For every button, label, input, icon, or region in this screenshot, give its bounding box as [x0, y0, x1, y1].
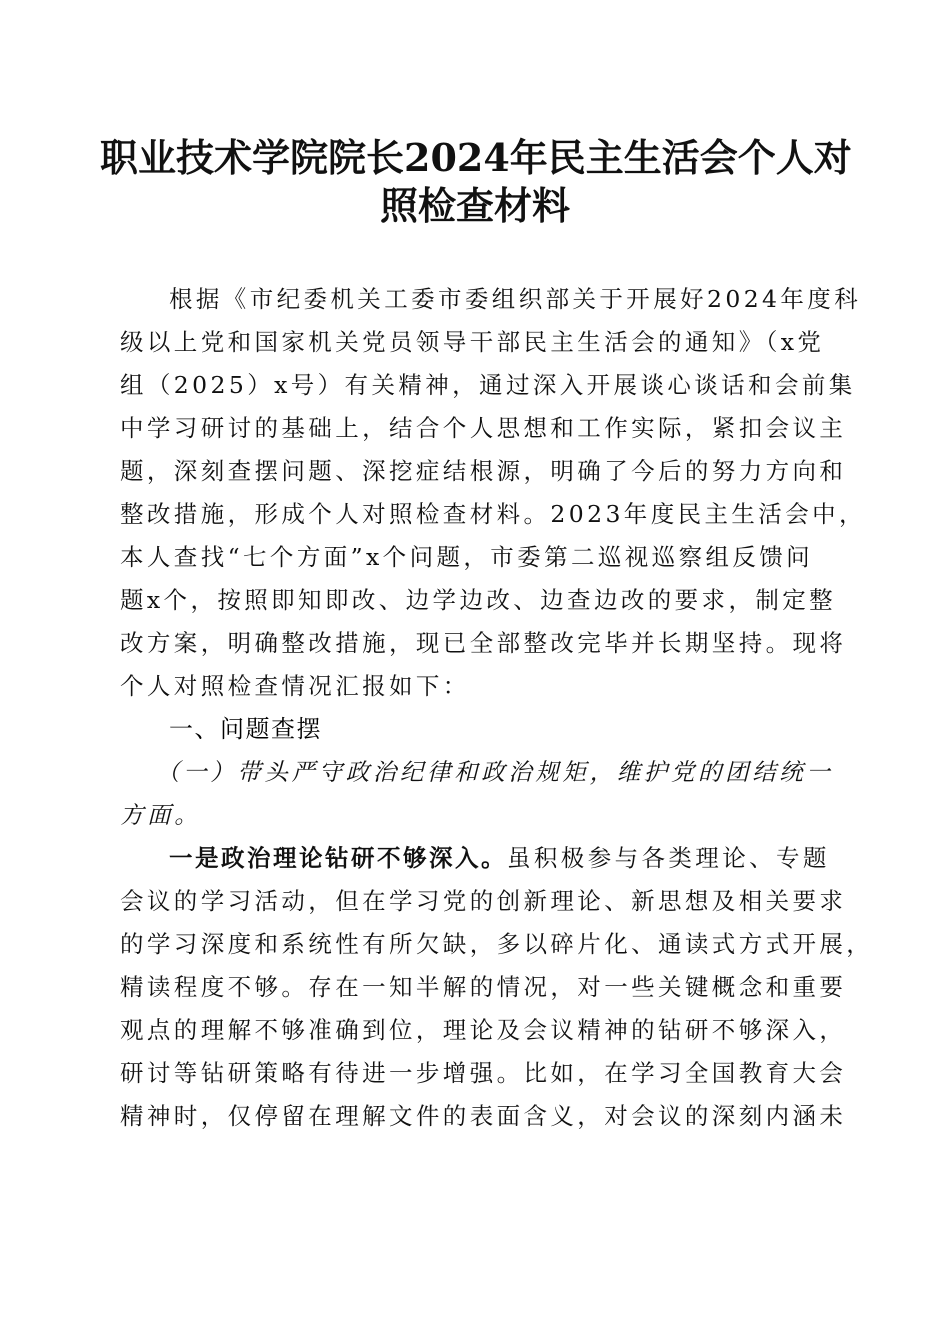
paragraph-line: 精神时，仅停留在理解文件的表面含义，对会议的深刻内涵未: [120, 1102, 847, 1130]
intro-paragraph: [120, 278, 866, 708]
paragraph-line: 观点的理解不够准确到位，理论及会议精神的钻研不够深入，: [120, 1016, 847, 1044]
paragraph-line: 题，深刻查摆问题、深挖症结根源，明确了今后的努力方向和: [120, 457, 847, 485]
point-lead: 一是政治理论钻研不够深入。: [169, 844, 507, 872]
paragraph-line: 本人查找“七个方面”x个问题，市委第二巡视巡察组反馈问: [120, 543, 814, 571]
title-line-1: 职业技术学院院长2024年民主生活会个人对: [100, 135, 852, 180]
point-first-line-rest: 虽积极参与各类理论、专题: [507, 844, 830, 872]
paragraph-line: 整改措施，形成个人对照检查材料。2023年度民主生活会中，: [120, 500, 866, 528]
document-title: [100, 134, 850, 230]
paragraph-line: 根据《市纪委机关工委市委组织部关于开展好2024年度科: [169, 285, 862, 313]
paragraph-line: 组（2025）x号）有关精神，通过深入开展谈心谈话和会前集: [120, 371, 856, 399]
title-line-2: 照检查材料: [379, 183, 570, 228]
paragraph-line: 精读程度不够。存在一知半解的情况，对一些关键概念和重要: [120, 973, 847, 1001]
section-heading: 一、问题查摆: [169, 715, 322, 743]
paragraph-line: 会议的学习活动，但在学习党的创新理论、新思想及相关要求: [120, 887, 847, 915]
subsection-heading: [120, 751, 834, 837]
document-body: [120, 278, 874, 1138]
paragraph-line: 题x个，按照即知即改、边学边改、边查边改的要求，制定整: [120, 586, 837, 614]
subsection-line: （一）带头严守政治纪律和政治规矩，维护党的团结统一: [156, 758, 834, 786]
point-one-paragraph: [120, 837, 874, 1138]
paragraph-line: 研讨等钻研策略有待进一步增强。比如，在学习全国教育大会: [120, 1059, 847, 1087]
paragraph-line: 中学习研讨的基础上，结合个人思想和工作实际，紧扣会议主: [120, 414, 847, 442]
paragraph-line: 级以上党和国家机关党员领导干部民主生活会的通知》（x党: [120, 328, 825, 356]
paragraph-line: [120, 837, 830, 880]
paragraph-line: 的学习深度和系统性有所欠缺，多以碎片化、通读式方式开展，: [120, 930, 874, 958]
paragraph-line: 改方案，明确整改措施，现已全部整改完毕并长期坚持。现将: [120, 629, 847, 657]
subsection-line: 方面。: [120, 801, 202, 829]
paragraph-line: 个人对照检查情况汇报如下：: [120, 672, 470, 700]
